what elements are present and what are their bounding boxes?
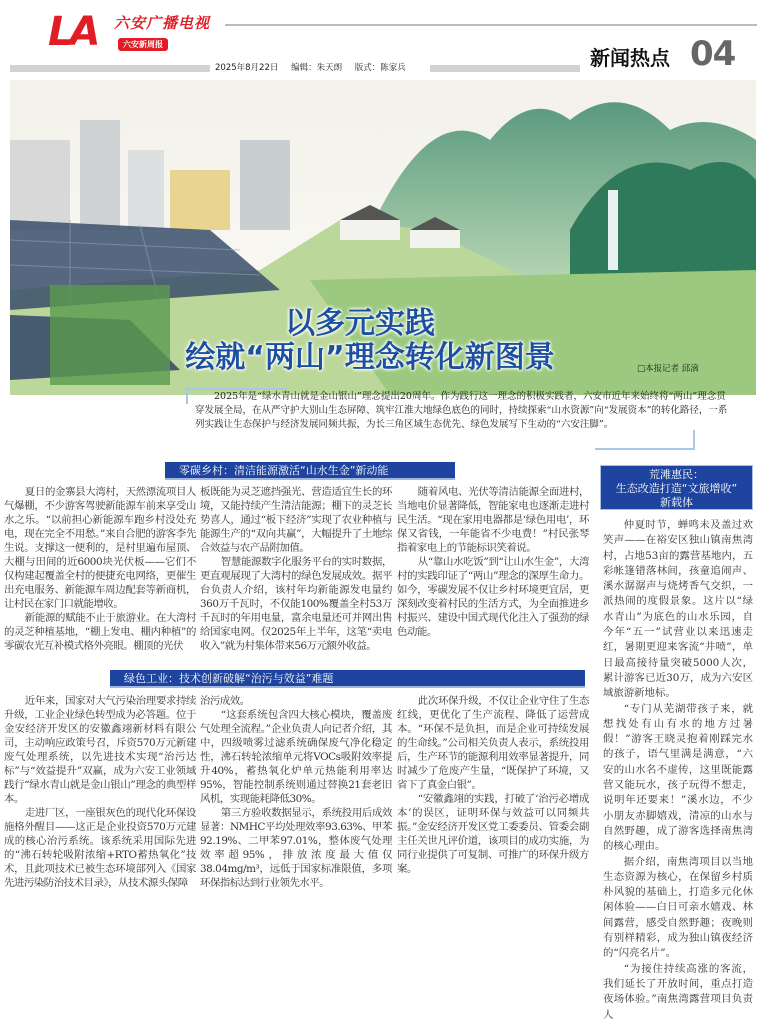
logo: LA [48, 9, 97, 55]
page-number: 04 [690, 34, 736, 74]
layout-designer: 版式：陈家兵 [354, 63, 406, 73]
paragraph: 此次环保升级，不仅让企业守住了生态红线，更优化了生产流程、降低了运营成本。“环保不是负担，而是企业可持续发展的生命线。”公司相关负责人表示，系统投用后，生产环节的能源利用效率显著提升，同时减少了危废产生量，“既保护了环境，又省下了真金白银”。 [397, 695, 589, 791]
section-name: 新闻热点 [590, 46, 670, 70]
section1-column2 [200, 485, 392, 653]
sidebar-title-line: 生态改造打造“文旅增收” [615, 482, 738, 495]
paragraph: 仲夏时节，蝉鸣未及盖过欢笑声——在裕安区独山镇南焦湾村，占地53亩的露营基地内，五彩帐篷错落林间，孩童追闹声、溪水潺潺声与烧烤香气交织，一派热闹的度假景象。这片以“绿水青山”为底色的山水乐园，自今年“五一”试营业以来迅速走红，暑期更迎来客流“井喷”，单日最高接待量突破5000人次，累计游客已近30万，成为六安区域旅游新地标。 [603, 519, 753, 700]
section2-column1 [4, 694, 196, 890]
issue-meta [215, 61, 416, 73]
sidebar-body [603, 518, 753, 1023]
paragraph: “为接住持续高涨的客流，我们延长了开放时间，重点打造夜场体验。”南焦湾露营项目负责人 [603, 962, 753, 1021]
sidebar-header [600, 465, 753, 510]
section1-column1 [4, 485, 196, 653]
paragraph: 第三方验收数据显示，系统投用后成效显著：NMHC平均处理效率93.63%、甲苯92.19%、二甲苯97.01%，整体废气处理效率超95%，排放浓度最大值仅38.04mg/m³，远低于国家标准限值，多项环保指标达到行业领先水平。 [200, 807, 392, 889]
intro-frame-corner [595, 430, 695, 450]
intro-paragraph: 2025年是“绿水青山就是金山银山”理念提出20周年。作为践行这一理念的积极实践者，六安市近年来始终将“两山”理念贯穿发展全局，在从严守护大别山生态屏障、筑牢江淮大地绿色底色的同时，持续探索“山水资源”向“发展资本”的转化路径，一系列实践让生态保护与经济发展同频共振，为长三角区域生态优先、绿色发展写下生动的“六安注脚”。 [195, 391, 728, 430]
section2-header: 绿色工业：技术创新破解“治污与效益”难题 [110, 670, 585, 688]
editor: 编辑：朱天朗 [291, 63, 343, 73]
paragraph: 智慧能源数字化服务平台的实时数据，更直观展现了大湾村的绿色发展成效。据平台负责人介绍，该村年均新能源发电量约360万千瓦时，不仅能100%覆盖全村53万千瓦时的年用电量，富余电量还可并网出售给国家电网。仅2025年上半年，这笔“卖电收入”就为村集体带来56万元额外收益。 [200, 556, 392, 652]
header-bar-left [10, 65, 210, 72]
paragraph: 治污成效。 [200, 695, 250, 707]
paragraph: “专门从芜湖带孩子来，就想找处有山有水的地方过暑假！”游客王晓灵抱着刚踩完水的孩子，语气里满是满意，“六安的山水名不虚传，这里既能露营又能玩水，孩子玩得不想走，说明年还要来！”溪水边，不少小朋友赤脚嬉戏，清凉的山水与自然野趣，成了游客选择南焦湾的核心理由。 [603, 702, 753, 853]
headline-line2: 绘就“两山”理念转化新图景 [185, 340, 555, 375]
sidebar-title-line: 荒滩惠民： [649, 468, 704, 481]
paragraph: 走进厂区，一座银灰色的现代化环保设施格外醒目——这正是企业投资570万元建成的核心治污系统。该系统采用国际先进的“沸石转轮吸附浓缩+RTO蓄热氧化”技术，且此项技术已被生态环境部列入《国家先进污染防治技术目录》，从技术源头保障 [4, 807, 196, 889]
headline-line1: 以多元实践 [285, 306, 435, 341]
paper-name: 六安新周报 [118, 38, 168, 51]
paragraph: “安徽鑫翊的实践，打破了‘治污必增成本’的误区，证明环保与效益可以同频共振。”金安经济开发区党工委委员、管委会副主任关世凡评价道，该项目的成功实施，为同行业提供了可复制、可推广的环保升级方案。 [397, 793, 589, 875]
section1-header: 零碳乡村：清洁能源激活“山水生金”新动能 [165, 462, 455, 480]
header-rule [225, 24, 757, 26]
paragraph: 近年来，国家对大气污染治理要求持续升级，工业企业绿色转型成为必答题。位于金安经济开发区的安徽鑫翊新材料有限公司，主动响应政策号召，斥资570万元新建废气处理系统，以先进技术实现“治污达标”与“效益提升”双赢，成为六安工业领域践行“绿水青山就是金山银山”理念的典型样本。 [4, 695, 196, 805]
paragraph: 随着风电、光伏等清洁能源全面进村，当地电价显著降低，智能家电也逐渐走进村民生活。“现在家用电器都是‘绿色用电’，环保又省钱，一年能省不少电费！”村民张琴指着家电上的节能标识笑着说。 [397, 486, 589, 554]
section2-column2 [200, 694, 392, 890]
paragraph: 据介绍，南焦湾项目以当地生态资源为核心，在保留乡村质朴风貌的基础上，打造多元化休闲体验——白日可亲水嬉戏、林间露营，感受自然野趣；夜晚则有别样精彩，成为独山镇夜经济的“闪亮名片”。 [603, 855, 753, 960]
byline: □本报记者 邱滴 [637, 364, 699, 374]
paragraph: 夏日的金寨县大湾村，天然漂流项目人气爆棚，不少游客驾驶新能源车前来享受山水之乐。“以前担心新能源车跑乡村没处充电，现在完全不用愁。”来自合肥的游客李先生说。支撑这一便利的，是村里遍布屋顶、大棚与田间的近6000块光伏板——它们不仅构建起覆盖全村的便捷充电网络，更催生出充电服务、新能源车周边配套等新商机，让村民在家门口就能增收。 [4, 486, 196, 610]
section1-column3 [397, 485, 589, 639]
section2-column3 [397, 694, 589, 876]
paragraph: 新能源的赋能不止于旅游业。在大湾村的灵芝种植基地，“棚上发电、棚内种植”的零碳农光互补模式格外亮眼。棚顶的光伏 [4, 612, 196, 652]
paragraph: “这套系统包含四大核心模块，覆盖废气处理全流程。”企业负责人向记者介绍，其中，四级喷雾过滤系统确保废气净化稳定性，沸石转轮浓缩单元将VOCs吸附效率提升40%，蓄热氧化炉单元热能利用率达95%，智能控制系统则通过替换21套老旧风机，实现能耗降低30%。 [200, 709, 392, 805]
paragraph: 板既能为灵芝遮挡强光、营造适宜生长的环境，又能持续产生清洁能源；棚下的灵芝长势喜人，通过“板下经济”实现了农业种植与能源生产的“双向共赢”，大幅提升了土地综合效益与农产品附加值。 [200, 486, 392, 554]
sidebar-title-line: 新载体 [660, 496, 693, 509]
issue-date: 2025年8月22日 [215, 63, 279, 73]
header-bar-right [430, 65, 580, 72]
paragraph: 从“靠山水吃饭”到“让山水生金”，大湾村的实践印证了“两山”理念的深厚生命力。如今，零碳发展不仅让乡村环境更宜居，更深刻改变着村民的生活方式，为全面推进乡村振兴、建设中国式现代化注入了强劲的绿色动能。 [397, 556, 589, 638]
station-name: 六安广播电视 [114, 14, 211, 32]
